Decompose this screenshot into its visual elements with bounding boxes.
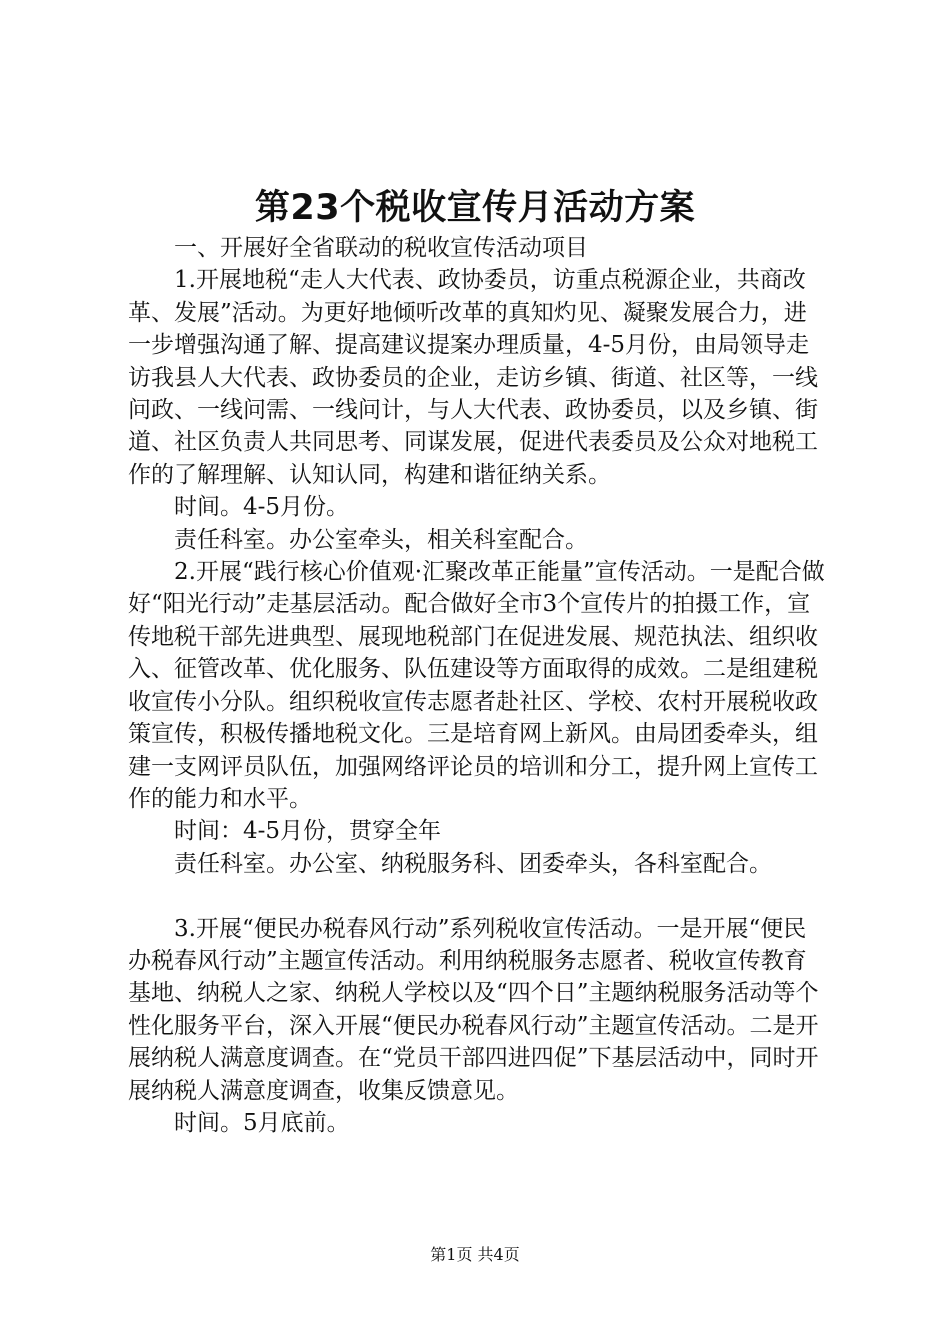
- paragraph-responsibility-1: 责任科室。办公室牵头，相关科室配合。: [174, 526, 588, 553]
- paragraph-time-3: 时间。5月底前。: [174, 1109, 350, 1136]
- paragraph-item-1: 1.开展地税“走人大代表、政协委员，访重点税源企业，共商改革、发展”活动。为更好地倾听改革的真知灼见、凝聚发展合力，进一步增强沟通了解、提高建议提案办理质量，4-5月份，由局领导走访我县人大代表、政协委员的企业，走访乡镇、街道、社区等，一线问政、一线问需、一线问计，与人大代表、政协委员，以及乡镇、街道、社区负责人共同思考、同谋发展，促进代表委员及公众对地税工作的了解理解、认知认同，构建和谐征纳关系。: [128, 267, 818, 488]
- section-heading: 一、开展好全省联动的税收宣传活动项目: [174, 235, 588, 261]
- paragraph-responsibility-2: 责任科室。办公室、纳税服务科、团委牵头，各科室配合。: [174, 850, 772, 877]
- page-number-footer: 第1页 共4页: [430, 1245, 520, 1264]
- paragraph-time-1: 时间。4-5月份。: [174, 494, 350, 521]
- paragraph-item-2: 2.开展“践行核心价值观·汇聚改革正能量”宣传活动。一是配合做好“阳光行动”走基层活动。配合做好全市3个宣传片的拍摄工作，宣传地税干部先进典型、展现地税部门在促进发展、规范执法、组织收入、征管改革、优化服务、队伍建设等方面取得的成效。二是组建税收宣传小分队。组织税收宣传志愿者赴社区、学校、农村开展税收政策宣传，积极传播地税文化。三是培育网上新风。由局团委牵头，组建一支网评员队伍，加强网络评论员的培训和分工，提升网上宣传工作的能力和水平。: [128, 559, 825, 812]
- document-title: 第23个税收宣传月活动方案: [254, 188, 696, 228]
- paragraph-time-2: 时间：4-5月份，贯穿全年: [174, 818, 442, 845]
- document-body: [128, 232, 828, 1139]
- paragraph-item-3: 3.开展“便民办税春风行动”系列税收宣传活动。一是开展“便民办税春风行动”主题宣传活动。利用纳税服务志愿者、税收宣传教育基地、纳税人之家、纳税人学校以及“四个日”主题纳税服务活动等个性化服务平台，深入开展“便民办税春风行动”主题宣传活动。二是开展纳税人满意度调查。在“党员干部四进四促”下基层活动中，同时开展纳税人满意度调查，收集反馈意见。: [128, 915, 819, 1104]
